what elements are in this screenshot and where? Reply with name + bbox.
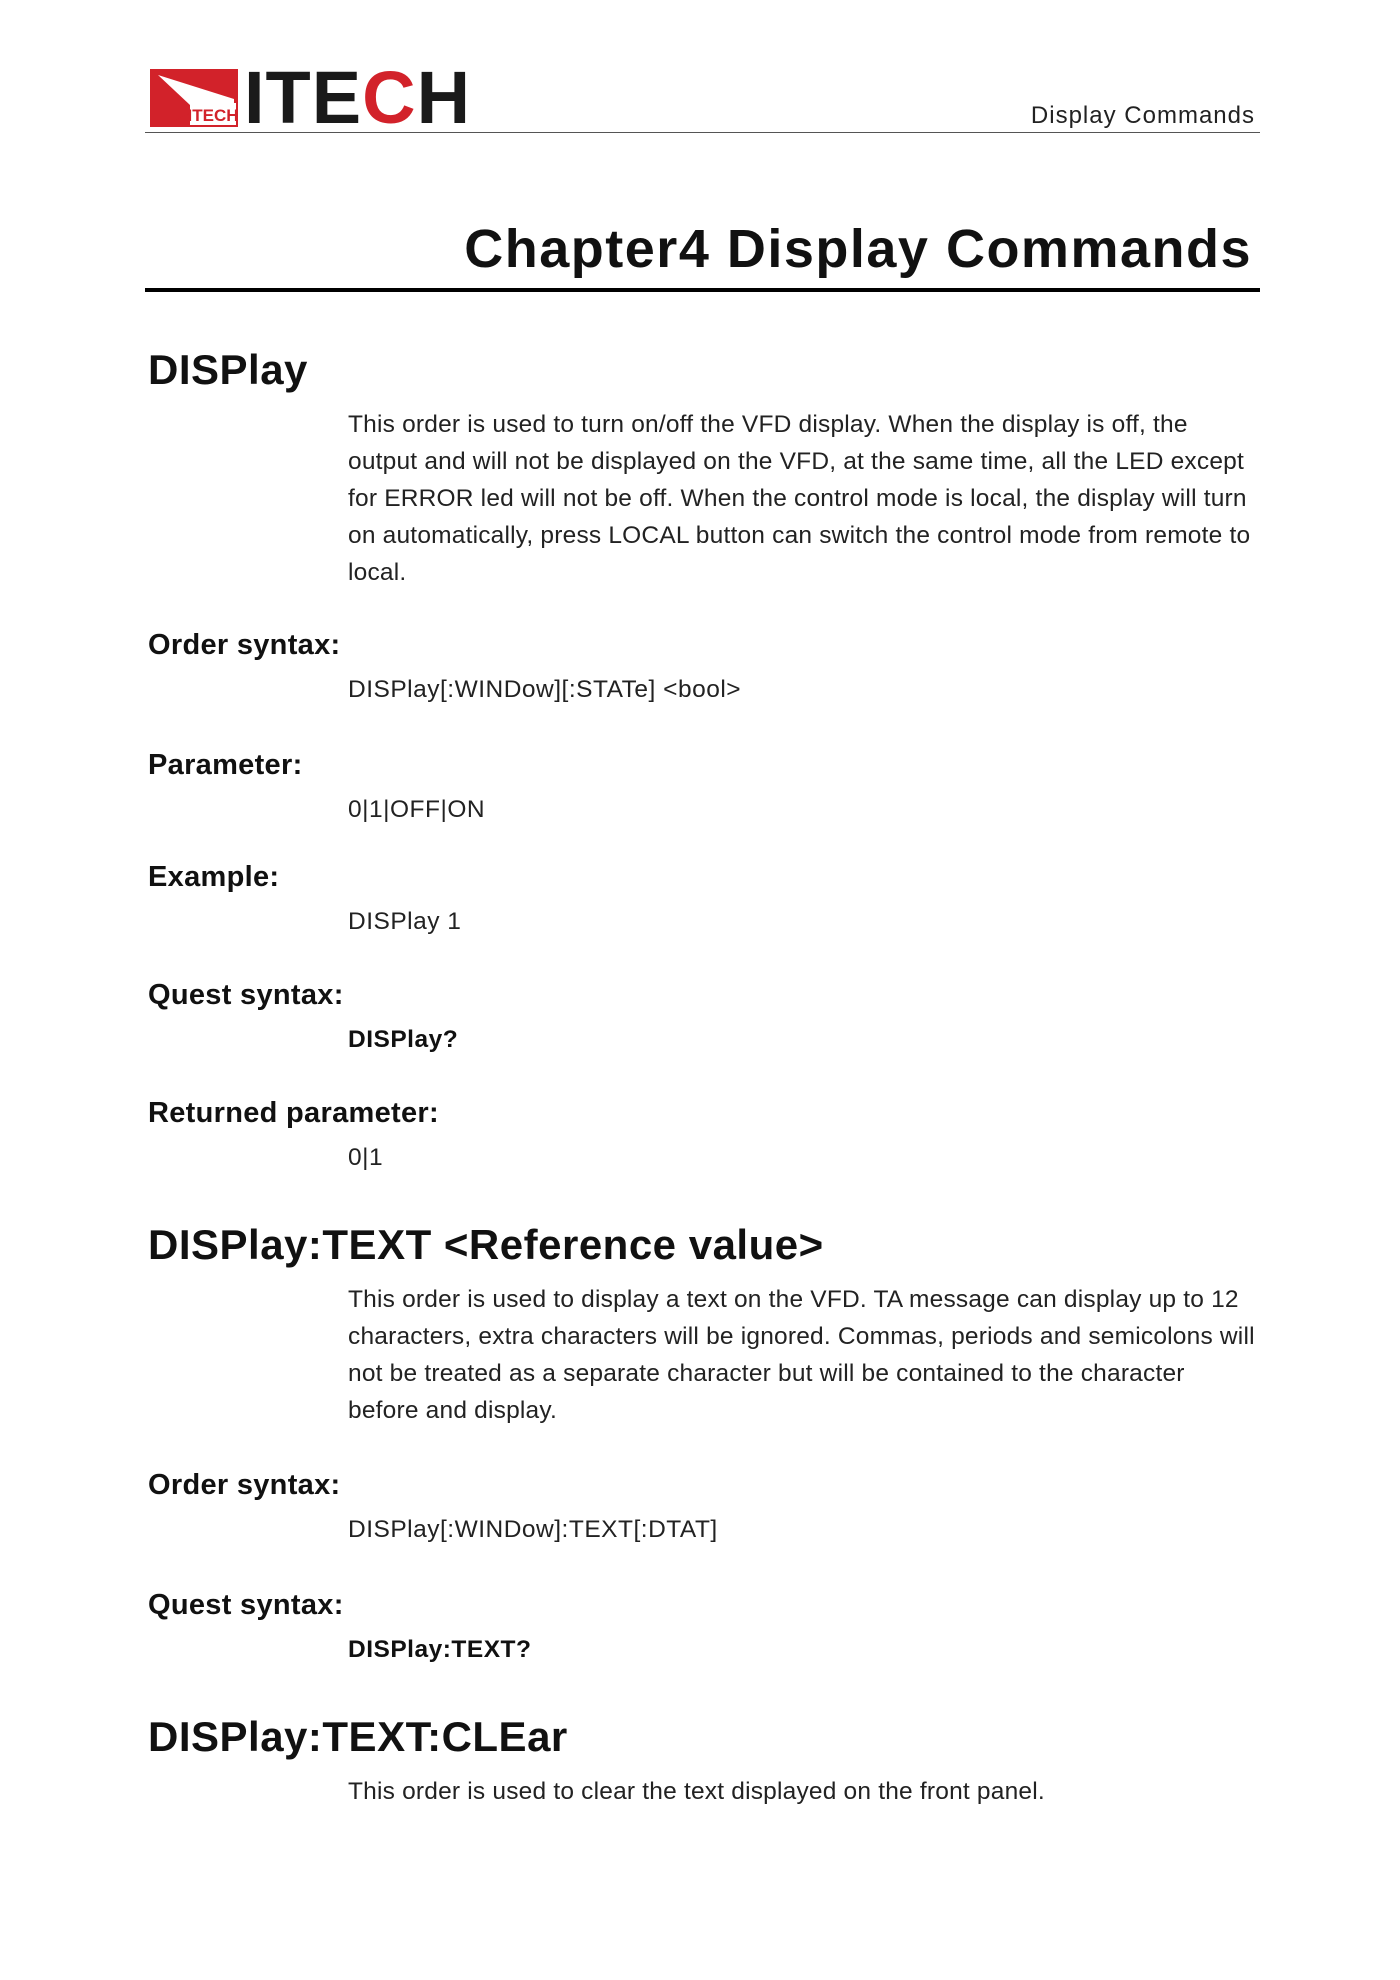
command-description: This order is used to clear the text displayed on the front panel. — [348, 1778, 1045, 1805]
returned-parameter-label: Returned parameter: — [148, 1097, 439, 1129]
itech-logo — [150, 56, 472, 139]
example-value: DISPlay 1 — [348, 908, 462, 935]
quest-syntax-value: DISPlay:TEXT? — [348, 1636, 532, 1663]
section-display-text — [148, 1215, 1260, 1667]
logo-wordmark — [244, 56, 472, 139]
parameter-value: 0|1|OFF|ON — [348, 796, 486, 823]
section-display — [148, 340, 1260, 1175]
order-syntax-label: Order syntax: — [148, 629, 341, 661]
chapter-title: Chapter4 Display Commands — [464, 219, 1252, 279]
logo-mark-text: ITECH — [187, 106, 238, 125]
quest-syntax-label: Quest syntax: — [148, 979, 344, 1011]
parameter-label: Parameter: — [148, 749, 303, 781]
page-header — [145, 56, 1260, 139]
example-label: Example: — [148, 861, 280, 893]
command-description: This order is used to display a text on the VFD. TA message can display up to 12 characters, extra characters will be ignored. Commas, periods and semicolons will not be treated as a separate character but will be contained to the character before and display. — [348, 1286, 1255, 1424]
itech-logo-mark-icon — [150, 69, 238, 127]
command-title: DISPlay — [148, 346, 308, 393]
quest-syntax-label: Quest syntax: — [148, 1589, 344, 1621]
returned-parameter-value: 0|1 — [348, 1144, 384, 1171]
logo-text-part-3: H — [416, 56, 472, 139]
logo-text-part-1: ITE — [244, 56, 363, 139]
order-syntax-value: DISPlay[:WINDow]:TEXT[:DTAT] — [348, 1516, 718, 1543]
command-title: DISPlay:TEXT:CLEar — [148, 1713, 568, 1760]
order-syntax-label: Order syntax: — [148, 1469, 341, 1501]
quest-syntax-value: DISPlay? — [348, 1026, 459, 1053]
chapter-heading — [145, 210, 1260, 292]
page-content — [148, 340, 1260, 1810]
logo-text-part-2: C — [362, 56, 417, 139]
command-title: DISPlay:TEXT <Reference value> — [148, 1221, 824, 1268]
command-description: This order is used to turn on/off the VFD display. When the display is off, the output and will not be displayed on the VFD, at the same time, all the LED except for ERROR led will not be off. When the control mode is local, the display will turn on automatically, press LOCAL button can switch the control mode from remote to local. — [348, 411, 1251, 586]
order-syntax-value: DISPlay[:WINDow][:STATe] <bool> — [348, 676, 742, 703]
running-header-title: Display Commands — [1030, 102, 1255, 129]
section-display-text-clear — [148, 1707, 1260, 1810]
